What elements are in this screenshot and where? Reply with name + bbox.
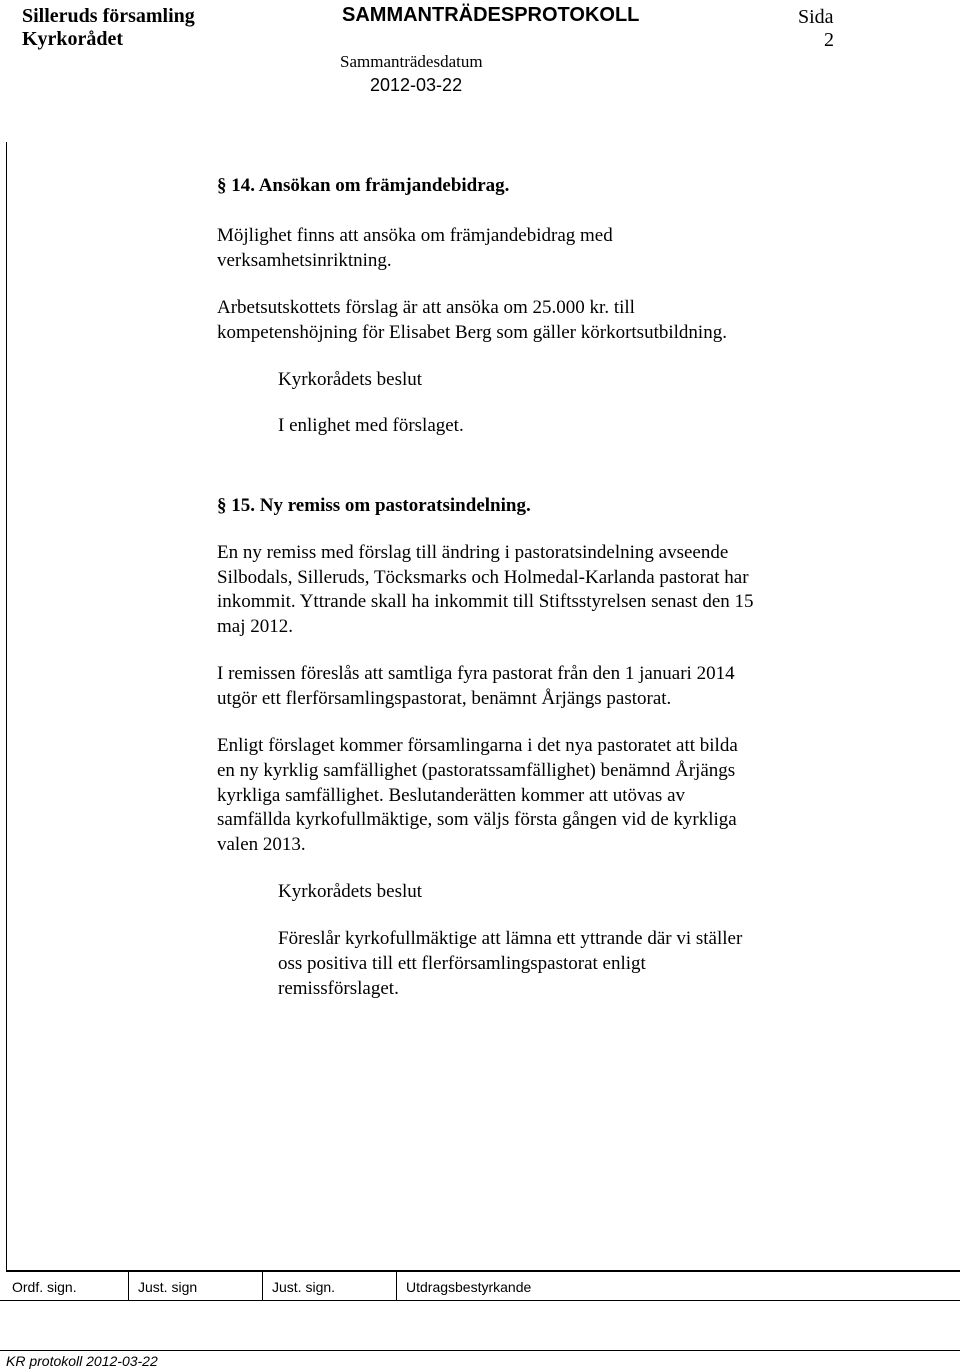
- section-14-p2-line: Arbetsutskottets förslag är att ansöka om 25.000 kr. till: [217, 297, 635, 318]
- section-15-p3-line: Enligt förslaget kommer församlingarna i det nya pastoratet att bilda: [217, 735, 738, 756]
- signature-divider: [128, 1272, 129, 1300]
- section-15-decision-line: remissförslaget.: [278, 978, 399, 999]
- section-14-p1-line: Möjlighet finns att ansöka om främjandebidrag med: [217, 225, 613, 246]
- adjuster-signature-label: Just. sign: [138, 1279, 198, 1295]
- section-15-p3-line: kyrkliga samfällighet. Beslutanderätten kommer att utövas av: [217, 785, 686, 806]
- extract-certification-label: Utdragsbestyrkande: [406, 1279, 532, 1295]
- section-14-heading-text: 14. Ansökan om främjandebidrag.: [231, 175, 510, 196]
- section-15-p3-line: samfällda kyrkofullmäktige, som väljs första gången vid de kyrkliga: [217, 809, 737, 830]
- section-15-decision-line: Föreslår kyrkofullmäktige att lämna ett yttrande där vi ställer: [278, 928, 743, 949]
- section-14-p2-line: kompetenshöjning för Elisabet Berg som gäller körkortsutbildning.: [217, 322, 727, 343]
- section-15-p3-line: en ny kyrklig samfällighet (pastoratssamfällighet) benämnd Årjängs: [217, 760, 736, 781]
- section-15-heading-text: 15. Ny remiss om pastoratsindelning.: [231, 495, 531, 516]
- frame-bottom-border: [6, 1270, 960, 1272]
- section-15-p1-line: Silbodals, Silleruds, Töcksmarks och Holmedal-Karlanda pastorat har: [217, 567, 749, 588]
- section-15-p2-line: I remissen föreslås att samtliga fyra pastorat från den 1 januari 2014: [217, 663, 735, 684]
- section-15-p1-line: maj 2012.: [217, 616, 293, 637]
- page-number: 2: [824, 29, 834, 51]
- section-14-decision-label: Kyrkorådets beslut: [278, 369, 423, 390]
- section-14-heading: § 14. Ansökan om främjandebidrag.: [217, 175, 510, 196]
- section-15-decision-line: oss positiva till ett flerförsamlingspastorat enligt: [278, 953, 646, 974]
- signature-row-bottom-border: [0, 1300, 960, 1301]
- section-15-p1-line: En ny remiss med förslag till ändring i pastoratsindelning avseende: [217, 542, 729, 563]
- adjuster-signature-label-2: Just. sign.: [272, 1279, 336, 1295]
- section-15-p3-line: valen 2013.: [217, 834, 306, 855]
- section-15-p2-line: utgör ett flerförsamlingspastorat, benämnt Årjängs pastorat.: [217, 688, 672, 709]
- signature-divider: [262, 1272, 263, 1300]
- document-title: SAMMANTRÄDESPROTOKOLL: [342, 4, 640, 26]
- section-15-p1-line: inkommit. Yttrande skall ha inkommit till Stiftsstyrelsen senast den 15: [217, 591, 754, 612]
- body-name: Kyrkorådet: [22, 28, 124, 50]
- section-14-decision: I enlighet med förslaget.: [278, 415, 464, 436]
- footer-separator: [0, 1350, 960, 1351]
- meeting-date-label: Sammanträdesdatum: [340, 52, 483, 71]
- meeting-date: 2012-03-22: [370, 75, 463, 95]
- section-15-decision-label: Kyrkorådets beslut: [278, 881, 423, 902]
- page-label: Sida: [798, 6, 834, 28]
- footer-text: KR protokoll 2012-03-22: [6, 1353, 158, 1369]
- signature-divider: [396, 1272, 397, 1300]
- section-15-heading: § 15. Ny remiss om pastoratsindelning.: [217, 495, 531, 516]
- organization-name: Silleruds församling: [22, 5, 195, 27]
- chair-signature-label: Ordf. sign.: [12, 1279, 77, 1295]
- section-14-p1-line: verksamhetsinriktning.: [217, 250, 392, 271]
- frame-left-border: [6, 142, 7, 1270]
